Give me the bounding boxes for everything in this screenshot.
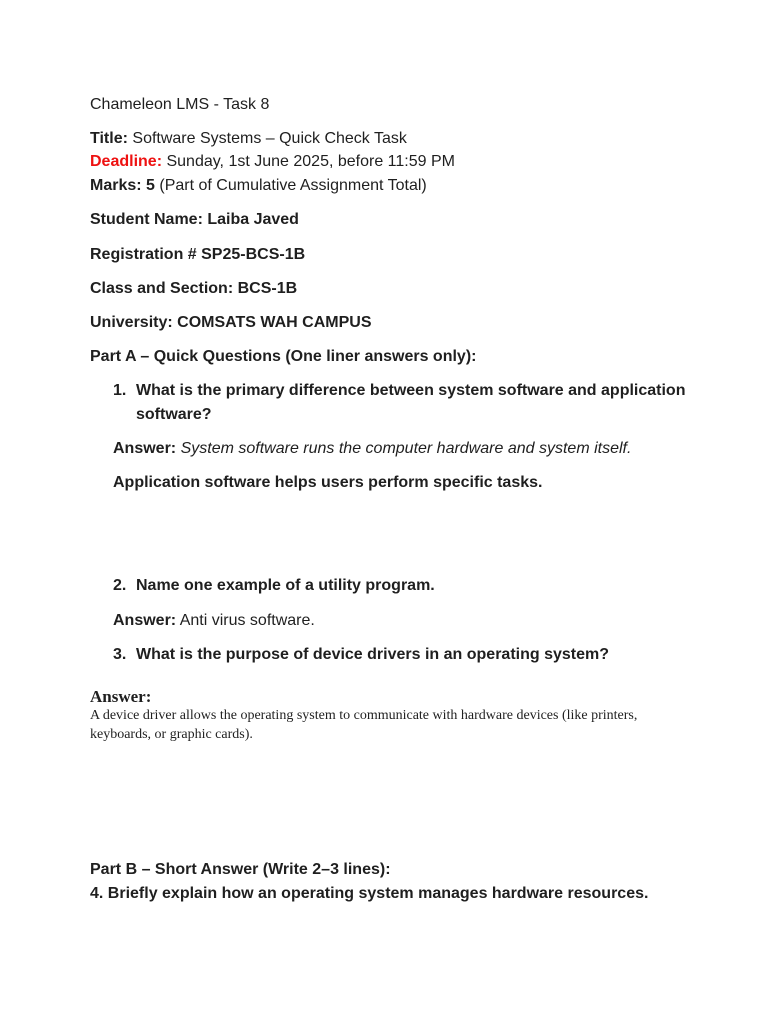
marks-line <box>90 176 427 196</box>
registration-number: Registration # SP25-BCS-1B <box>90 246 306 263</box>
answer-3-text: A device driver allows the operating system to communicate with hardware devices (like printers, keyboards, or graphic cards). <box>90 708 638 742</box>
question-3-number: 3. <box>113 646 127 663</box>
answer-2-text: Anti virus software. <box>179 612 315 629</box>
student-name: Student Name: Laiba Javed <box>90 211 299 228</box>
question-3-text: What is the purpose of device drivers in an operating system? <box>136 646 609 663</box>
answer-2 <box>113 611 315 631</box>
question-2-text: Name one example of a utility program. <box>136 577 435 594</box>
part-b-heading: Part B – Short Answer (Write 2–3 lines): <box>90 861 391 878</box>
question-2-number: 2. <box>113 577 127 594</box>
deadline-line <box>90 152 455 172</box>
question-1-text: What is the primary difference between system software and application software? <box>136 382 686 423</box>
title-line <box>90 129 407 149</box>
question-4-text: 4. Briefly explain how an operating system manages hardware resources. <box>90 885 649 902</box>
answer-1 <box>113 439 631 459</box>
deadline-value: Sunday, 1st June 2025, before 11:59 PM <box>166 153 455 170</box>
answer-1-extra: Application software helps users perform specific tasks. <box>113 474 543 491</box>
class-section: Class and Section: BCS-1B <box>90 280 298 297</box>
answer-3-label: Answer: <box>90 687 152 706</box>
answer-2-label: Answer: <box>113 612 177 629</box>
university: University: COMSATS WAH CAMPUS <box>90 314 372 331</box>
document-title: Chameleon LMS - Task 8 <box>90 96 270 113</box>
part-a-heading: Part A – Quick Questions (One liner answers only): <box>90 348 477 365</box>
title-label: Title: <box>90 130 128 147</box>
deadline-label: Deadline: <box>90 153 163 170</box>
question-1-number: 1. <box>113 382 127 399</box>
answer-1-text: System software runs the computer hardware and system itself. <box>180 440 632 457</box>
marks-value: (Part of Cumulative Assignment Total) <box>159 177 427 194</box>
answer-1-label: Answer: <box>113 440 177 457</box>
marks-label: Marks: 5 <box>90 177 155 194</box>
title-value: Software Systems – Quick Check Task <box>132 130 407 147</box>
